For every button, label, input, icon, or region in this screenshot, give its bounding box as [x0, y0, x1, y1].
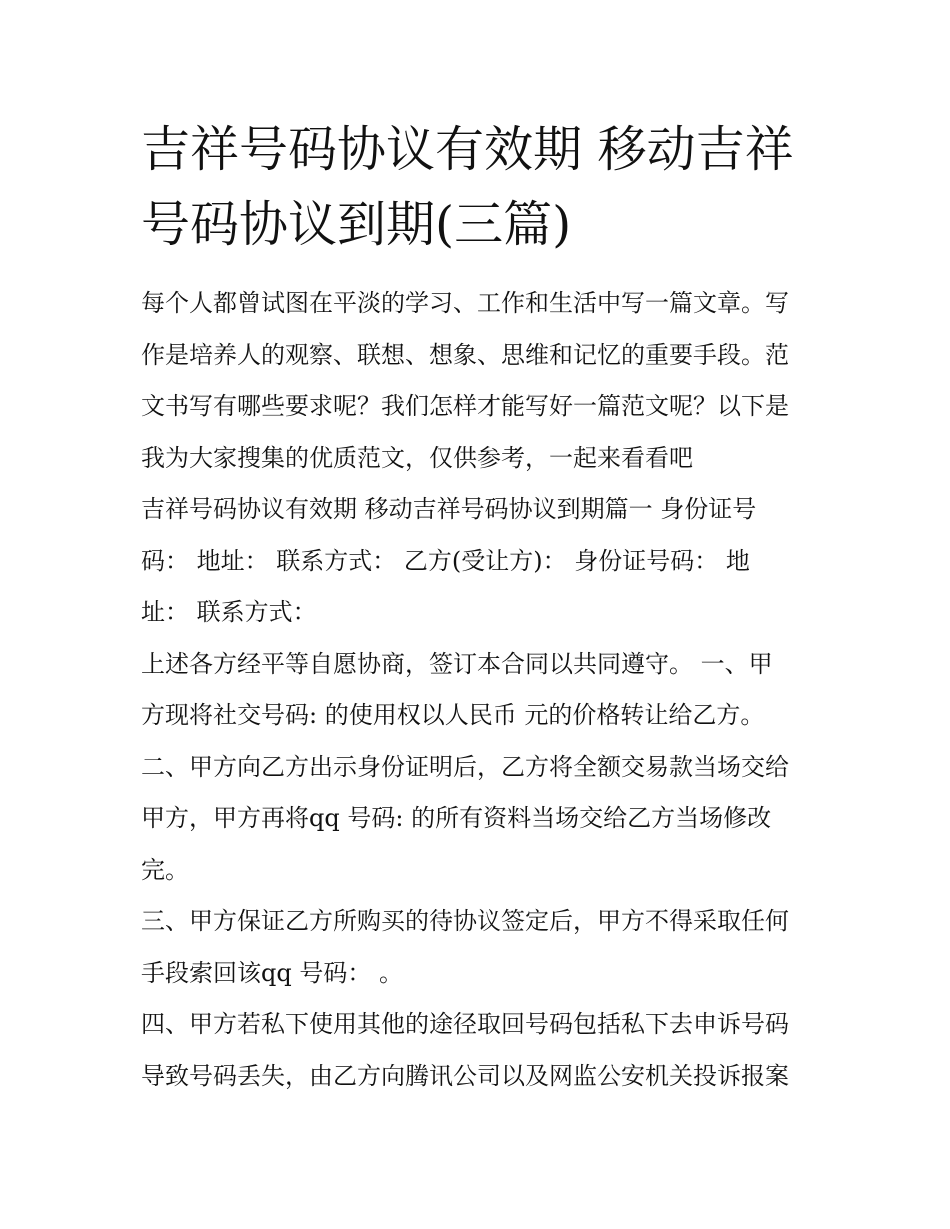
- party-info-paragraph: [141, 484, 821, 639]
- document-body: [141, 278, 821, 1102]
- text-line: 作是培养人的观察、联想、想象、思维和记忆的重要手段。范: [141, 340, 789, 369]
- intro-paragraph: [141, 278, 821, 484]
- text-line: 三、甲方保证乙方所购买的待协议签定后，甲方不得采取任何: [141, 907, 789, 935]
- clause-two-paragraph: [141, 742, 821, 897]
- text-line: 导致号码丢失，由乙方向腾讯公司以及网监公安机关投诉报案: [141, 1061, 789, 1090]
- text-line: 四、甲方若私下使用其他的途径取回号码包括私下去申诉号码: [141, 1010, 789, 1038]
- text-line: 址： 联系方式：: [141, 598, 317, 626]
- text-line: 文书写有哪些要求呢？我们怎样才能写好一篇范文呢？以下是: [141, 392, 789, 420]
- text-line: 每个人都曾试图在平淡的学习、工作和生活中写一篇文章。写: [141, 289, 789, 317]
- clause-four-paragraph: [141, 999, 821, 1102]
- text-line: 吉祥号码协议有效期 移动吉祥号码协议到期篇一 身份证号: [141, 495, 757, 523]
- text-line: 方现将社交号码: 的使用权以人民币 元的价格转让给乙方。: [141, 701, 765, 729]
- text-line: 二、甲方向乙方出示身份证明后，乙方将全额交易款当场交给: [141, 752, 789, 781]
- title-line: 号码协议到期(三篇): [141, 196, 572, 253]
- text-line: 码： 地址： 联系方式： 乙方(受让方)： 身份证号码： 地: [141, 546, 750, 575]
- title-line: 吉祥号码协议有效期 移动吉祥: [141, 121, 794, 178]
- clause-one-paragraph: [141, 639, 821, 742]
- text-line: 完。: [141, 855, 189, 884]
- clause-three-paragraph: [141, 896, 821, 999]
- text-line: 上述各方经平等自愿协商，签订本合同以共同遵守。 一、甲: [141, 649, 773, 678]
- text-line: 甲方，甲方再将qq 号码: 的所有资料当场交给乙方当场修改: [141, 804, 772, 832]
- document-title: [141, 112, 821, 262]
- text-line: 手段索回该qq 号码： 。: [141, 958, 403, 987]
- text-line: 我为大家搜集的优质范文，仅供参考，一起来看看吧: [141, 443, 693, 472]
